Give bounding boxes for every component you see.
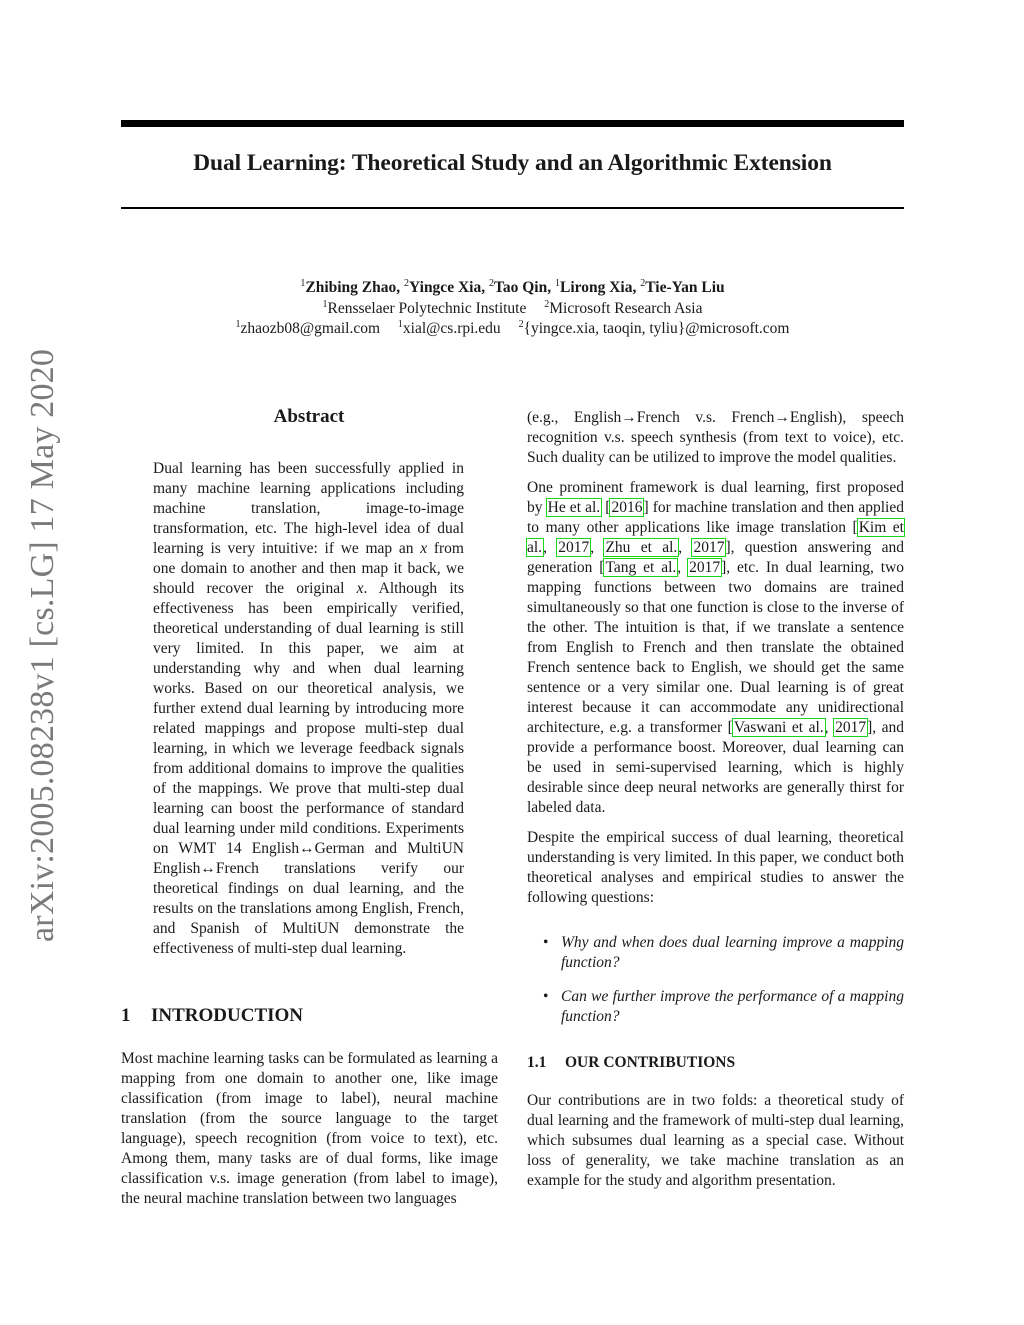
author: $^2$Tao Qin,	[488, 278, 552, 296]
paragraph: One prominent framework is dual learning, first proposed by He et al. [2016] for machine translation and then applied to many other applications like image translation [Kim et al., 2017, Zhu et al., 2017], question answering and generation [Tang et al., 2017], etc. In dual learning, two mapping functions between two domains are trained simultaneously so that one function is close to the inverse of the other. The intuition is that, if we translate a sentence from English to French and then translate the obtained French sentence back to English, we should get the same sentence or a very similar one. Dual learning is of great interest because it can accommodate any unidirectional architecture, e.g. a transformer [Vaswani et al., 2017], and provide a performance boost. Moreover, dual learning can be used in semi-supervised learning, which is highly desirable since deep neural networks are generally thirst for labeled data.	[527, 479, 905, 816]
email: $^2${yingce.xia, taoqin, tyliu}@microsoft.com	[518, 319, 790, 337]
title-rule-bottom	[121, 207, 904, 209]
author: $^1$Zhibing Zhao,	[300, 278, 401, 296]
citation-link-he[interactable]: He et al.	[547, 499, 601, 516]
research-questions-list	[527, 933, 904, 1027]
citation-link-zhu[interactable]: Zhu et al.	[605, 539, 678, 556]
email: $^1$zhaozb08@gmail.com	[235, 319, 381, 337]
abstract-heading: Abstract	[273, 406, 345, 427]
paragraph: Despite the empirical success of dual learning, theoretical understanding is very limited. In this paper, we conduct both theoretical analyses and empirical studies to answer the following questions:	[527, 829, 904, 906]
section-heading-introduction: 1 INTRODUCTION	[121, 1005, 304, 1026]
title-rule-top	[121, 120, 904, 127]
citation-year-link-zhu[interactable]: 2017	[693, 539, 725, 556]
citation-link-tang[interactable]: Tang et al.	[605, 559, 677, 576]
author: $^2$Tie-Yan Liu	[640, 278, 725, 296]
author: $^2$Yingce Xia,	[404, 278, 486, 296]
citation-year-link-he[interactable]: 2016	[611, 499, 643, 516]
paragraph: Our contributions are in two folds: a theoretical study of dual learning and the framework of multi-step dual learning, which subsumes dual learning as a special case. Without loss of generality, we take machine translation as an example for the study and algorithm presentation.	[527, 1092, 904, 1189]
citation-year-link-tang[interactable]: 2017	[689, 559, 721, 576]
citation-link-kim[interactable]: Kim et al.	[527, 519, 904, 556]
right-column	[527, 408, 904, 1201]
affiliation: $^1$Rensselaer Polytechnic Institute	[322, 299, 527, 317]
paragraph: (e.g., English→French v.s. French→English), speech recognition v.s. speech synthesis (from text to voice), etc. Such duality can be utilized to improve the model qualities.	[527, 409, 904, 466]
citation-year-link-kim[interactable]: 2017	[558, 539, 590, 556]
author: $^1$Lirong Xia,	[554, 278, 637, 296]
author-list	[121, 278, 904, 297]
abstract-body: Dual learning has been successfully applied in many machine learning applications including machine translation, image-to-image transformation, etc. The high-level idea of dual learning is very intuitive: if we map an x from one domain to another and then map it back, we should recover the original x. Although its effectiveness has been empirically verified, theoretical understanding of dual learning is still very limited. In this paper, we aim at understanding why and when dual learning works. Based on our theoretical analysis, we further extend dual learning by introducing more related mappings and propose multi-step dual learning, in which we leverage feedback signals from additional domains to improve the qualities of the mappings. We prove that multi-step dual learning can boost the performance of standard dual learning under mild conditions. Experiments on WMT 14 English↔German and MultiUN English↔French translations verify our theoretical findings on dual learning, and the results on the translations among English, French, and Spanish of MultiUN demonstrate the effectiveness of multi-step dual learning.	[153, 460, 464, 957]
affiliation: $^2$Microsoft Research Asia	[544, 299, 703, 317]
bullet-icon: •	[543, 934, 549, 951]
affiliation-list	[121, 299, 904, 318]
introduction-paragraph: Most machine learning tasks can be formulated as learning a mapping from one domain to another one, like image classification (from image to label), neural machine translation (from the source language to the target language), speech recognition (from voice to text), etc. Among them, many tasks are of dual forms, like image classification v.s. image generation (from label to image), the neural machine translation between two languages	[121, 1050, 498, 1207]
email-list	[121, 319, 904, 338]
bullet-icon: •	[543, 988, 549, 1005]
arxiv-identifier: arXiv:2005.08238v1 [cs.LG] 17 May 2020	[24, 348, 61, 942]
list-item: • Why and when does dual learning improve a mapping function?	[543, 934, 904, 971]
paper-title: Dual Learning: Theoretical Study and an Algorithmic Extension	[193, 150, 832, 176]
email: $^1$xial@cs.rpi.edu	[397, 319, 501, 337]
list-item: • Can we further improve the performance of a mapping function?	[543, 988, 904, 1025]
subsection-heading-contributions: 1.1 OUR CONTRIBUTIONS	[527, 1054, 736, 1071]
citation-year-link-vaswani[interactable]: 2017	[835, 719, 867, 736]
citation-link-vaswani[interactable]: Vaswani et al.	[733, 719, 824, 736]
